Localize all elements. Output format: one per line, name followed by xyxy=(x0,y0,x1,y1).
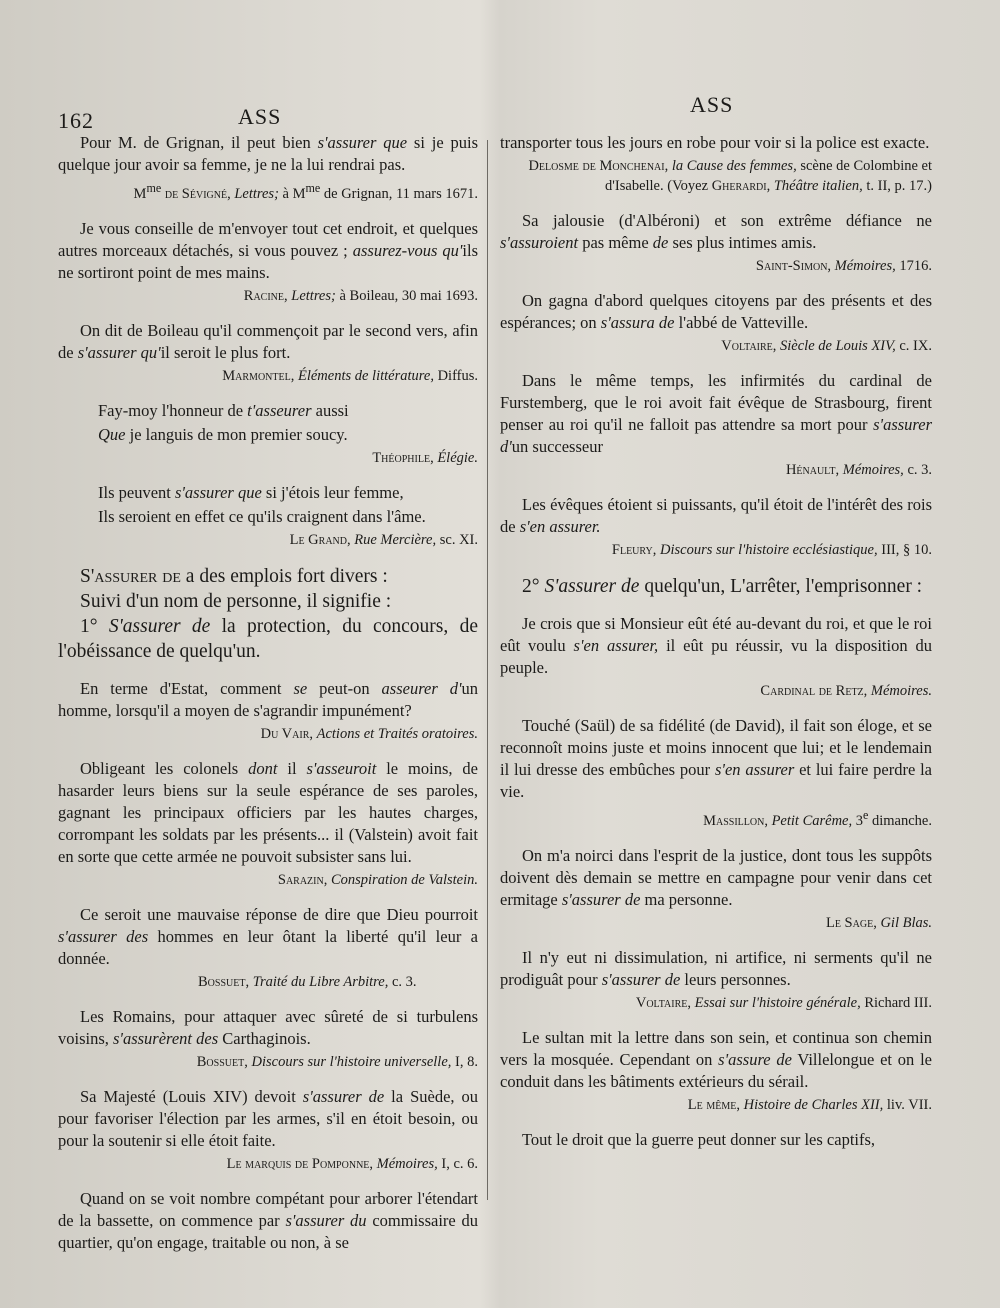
left-column xyxy=(58,132,478,1256)
right-column xyxy=(500,132,932,1153)
quotation: Le sultan mit la lettre dans son sein, et continua son chemin vers la mosquée. Cependant on s'assure de Villelongue et on le conduit dans les bâtiments extérieurs du sérail. xyxy=(500,1027,932,1091)
column-divider xyxy=(487,140,488,1200)
citation-source: Saint-Simon, Mémoires, 1716. xyxy=(755,258,932,274)
citation-source: Voltaire, Essai sur l'histoire générale, Richard III. xyxy=(635,994,932,1011)
citation-source: Marmontel, Éléments de littérature, Diffus. xyxy=(222,367,478,384)
quotation: Obligeant les colonels dont il s'asseuroit le moins, de hasarder leurs biens sur la seule espérance de ses paroles, gagnant les principaux officiers par les hautes charges, corrompant les soldats par les présents... il (Valstein) avoit fait en sorte que cette armée ne pouvoit subsister sans lui. xyxy=(58,758,478,866)
citation-source: Cardinal de Retz, Mémoires. xyxy=(760,683,932,699)
citation-source: Le Grand, Rue Mercière, sc. XI. xyxy=(289,531,478,548)
verse-line: Que je languis de mon premier soucy. xyxy=(98,424,348,444)
citation-source: Théophile, Élégie. xyxy=(372,449,478,466)
citation-source: $M^{me}$ de Sévigné, Lettres; à $M^{me}$ de Grignan, 11 mars 1671. xyxy=(133,181,478,202)
quotation: On dit de Boileau qu'il commençoit par le second vers, afin de s'assurer qu'il seroit le plus fort. xyxy=(58,320,478,362)
quotation: Pour M. de Grignan, il peut bien s'assurer que si je puis quelque jour avoir sa femme, je ne la lui rendrai pas. xyxy=(58,133,479,174)
quotation: On gagna d'abord quelques citoyens par des présents et des espérances; on s'assura de l'abbé de Vatteville. xyxy=(500,291,932,332)
citation-source: Bossuet, Discours sur l'histoire universelle, I, 8. xyxy=(196,1053,478,1070)
citation-source: Racine, Lettres; à Boileau, 30 mai 1693. xyxy=(243,287,478,304)
running-head-left: ASS xyxy=(238,104,282,129)
quotation: Ce seroit une mauvaise réponse de dire que Dieu pourroit s'assurer des hommes en leur ôtant la liberté qu'il leur a donnée. xyxy=(58,904,478,968)
quotation: Quand on se voit nombre compétant pour arborer l'étendart de la bassette, on commence par s'assurer du commissaire du quartier, qu'on engage, traitable ou non, à se xyxy=(58,1188,478,1252)
quotation: Les évêques étoient si puissants, qu'il étoit de l'intérêt des rois de s'en assurer. xyxy=(500,495,932,536)
running-head-right: ASS xyxy=(690,92,734,117)
verse-line: Ils peuvent s'assurer que si j'étois leur femme, xyxy=(98,482,404,502)
quotation: Il n'y eut ni dissimulation, ni artifice, ni serments qu'il ne prodiguât pour s'assurer de leurs personnes. xyxy=(500,947,932,989)
sense-heading: S'assurer de a des emplois fort divers : Suivi d'un nom de personne, il signifie : 1° S'assurer de la protection, du concours, de l'obéissance de quelqu'un. xyxy=(58,565,478,662)
verse-line: Ils seroient en effet ce qu'ils craignent dans l'âme. xyxy=(98,506,426,526)
verse-line: Fay-moy l'honneur de t'asseurer aussi xyxy=(98,400,349,420)
citation-source: Le Sage, Gil Blas. xyxy=(825,914,932,931)
quotation: Je crois que si Monsieur eût été au-devant du roi, et que le roi eût voulu s'en assurer, il eût pu réussir, vu la disposition du peuple. xyxy=(500,614,932,677)
quotation: Les Romains, pour attaquer avec sûreté de si turbulens voisins, s'assurèrent des Carthaginois. xyxy=(58,1006,478,1048)
quotation: Sa Majesté (Louis XIV) devoit s'assurer de la Suède, ou pour favoriser l'élection par les armes, s'il en étoit besoin, ou pour la soutenir si elle étoit faite. xyxy=(58,1086,479,1150)
sense-heading: 2° S'assurer de quelqu'un, L'arrêter, l'emprisonner : xyxy=(522,576,923,597)
quotation: On m'a noirci dans l'esprit de la justice, dont tous les suppôts doivent dès demain se mettre en campagne pour venir dans cet ermitage s'assurer de ma personne. xyxy=(500,845,932,909)
citation-source: Le marquis de Pomponne, Mémoires, I, c. 6. xyxy=(226,1155,478,1172)
quotation: En terme d'Estat, comment se peut-on asseurer d'un homme, lorsqu'il a moyen de s'agrandir impunément? xyxy=(58,678,479,720)
citation-source: Fleury, Discours sur l'histoire ecclésiastique, III, § 10. xyxy=(611,542,932,558)
citation-source: Du Vair, Actions et Traités oratoires. xyxy=(260,725,478,742)
citation-source: Massillon, Petit Carême, 3e dimanche. xyxy=(703,808,932,829)
citation-source: Hénault, Mémoires, c. 3. xyxy=(785,462,932,478)
quotation: Tout le droit que la guerre peut donner sur les captifs, xyxy=(522,1129,876,1149)
quotation: Dans le même temps, les infirmités du cardinal de Furstemberg, que le roi avoit fait évêque de Strasbourg, firent penser au roi qu'il ne falloit pas attendre sa mort pour s'assurer d'un successeur xyxy=(500,371,932,456)
page-number: 162 xyxy=(58,108,94,133)
quotation: Je vous conseille de m'envoyer tout cet endroit, et quelques autres morceaux détachés, si vous pouvez ; assurez-vous qu'ils ne sortiront point de mes mains. xyxy=(58,218,479,282)
quotation: Sa jalousie (d'Albéroni) et son extrême défiance ne s'assuroient pas même de ses plus intimes amis. xyxy=(500,211,932,252)
quotation: transporter tous les jours en robe pour voir si la police est exacte. xyxy=(500,133,930,152)
citation-source: Delosme de Monchenai, la Cause des femmes, scène de Colombine et d'Isabelle. (Voyez Gherardi, Théâtre italien, t. II, p. 17.) xyxy=(528,158,932,194)
citation-source: Sarazin, Conspiration de Valstein. xyxy=(277,871,478,888)
citation-source: Bossuet, Traité du Libre Arbitre, c. 3. xyxy=(198,973,417,990)
citation-source: Voltaire, Siècle de Louis XIV, c. IX. xyxy=(721,338,932,354)
citation-source: Le même, Histoire de Charles XII, liv. VII. xyxy=(687,1096,932,1113)
quotation: Touché (Saül) de sa fidélité (de David), il fait son éloge, et se reconnoît moins juste et moins innocent que lui; et le lendemain il lui dresse des embûches pour s'en assurer et lui faire perdre la vie. xyxy=(500,716,932,801)
